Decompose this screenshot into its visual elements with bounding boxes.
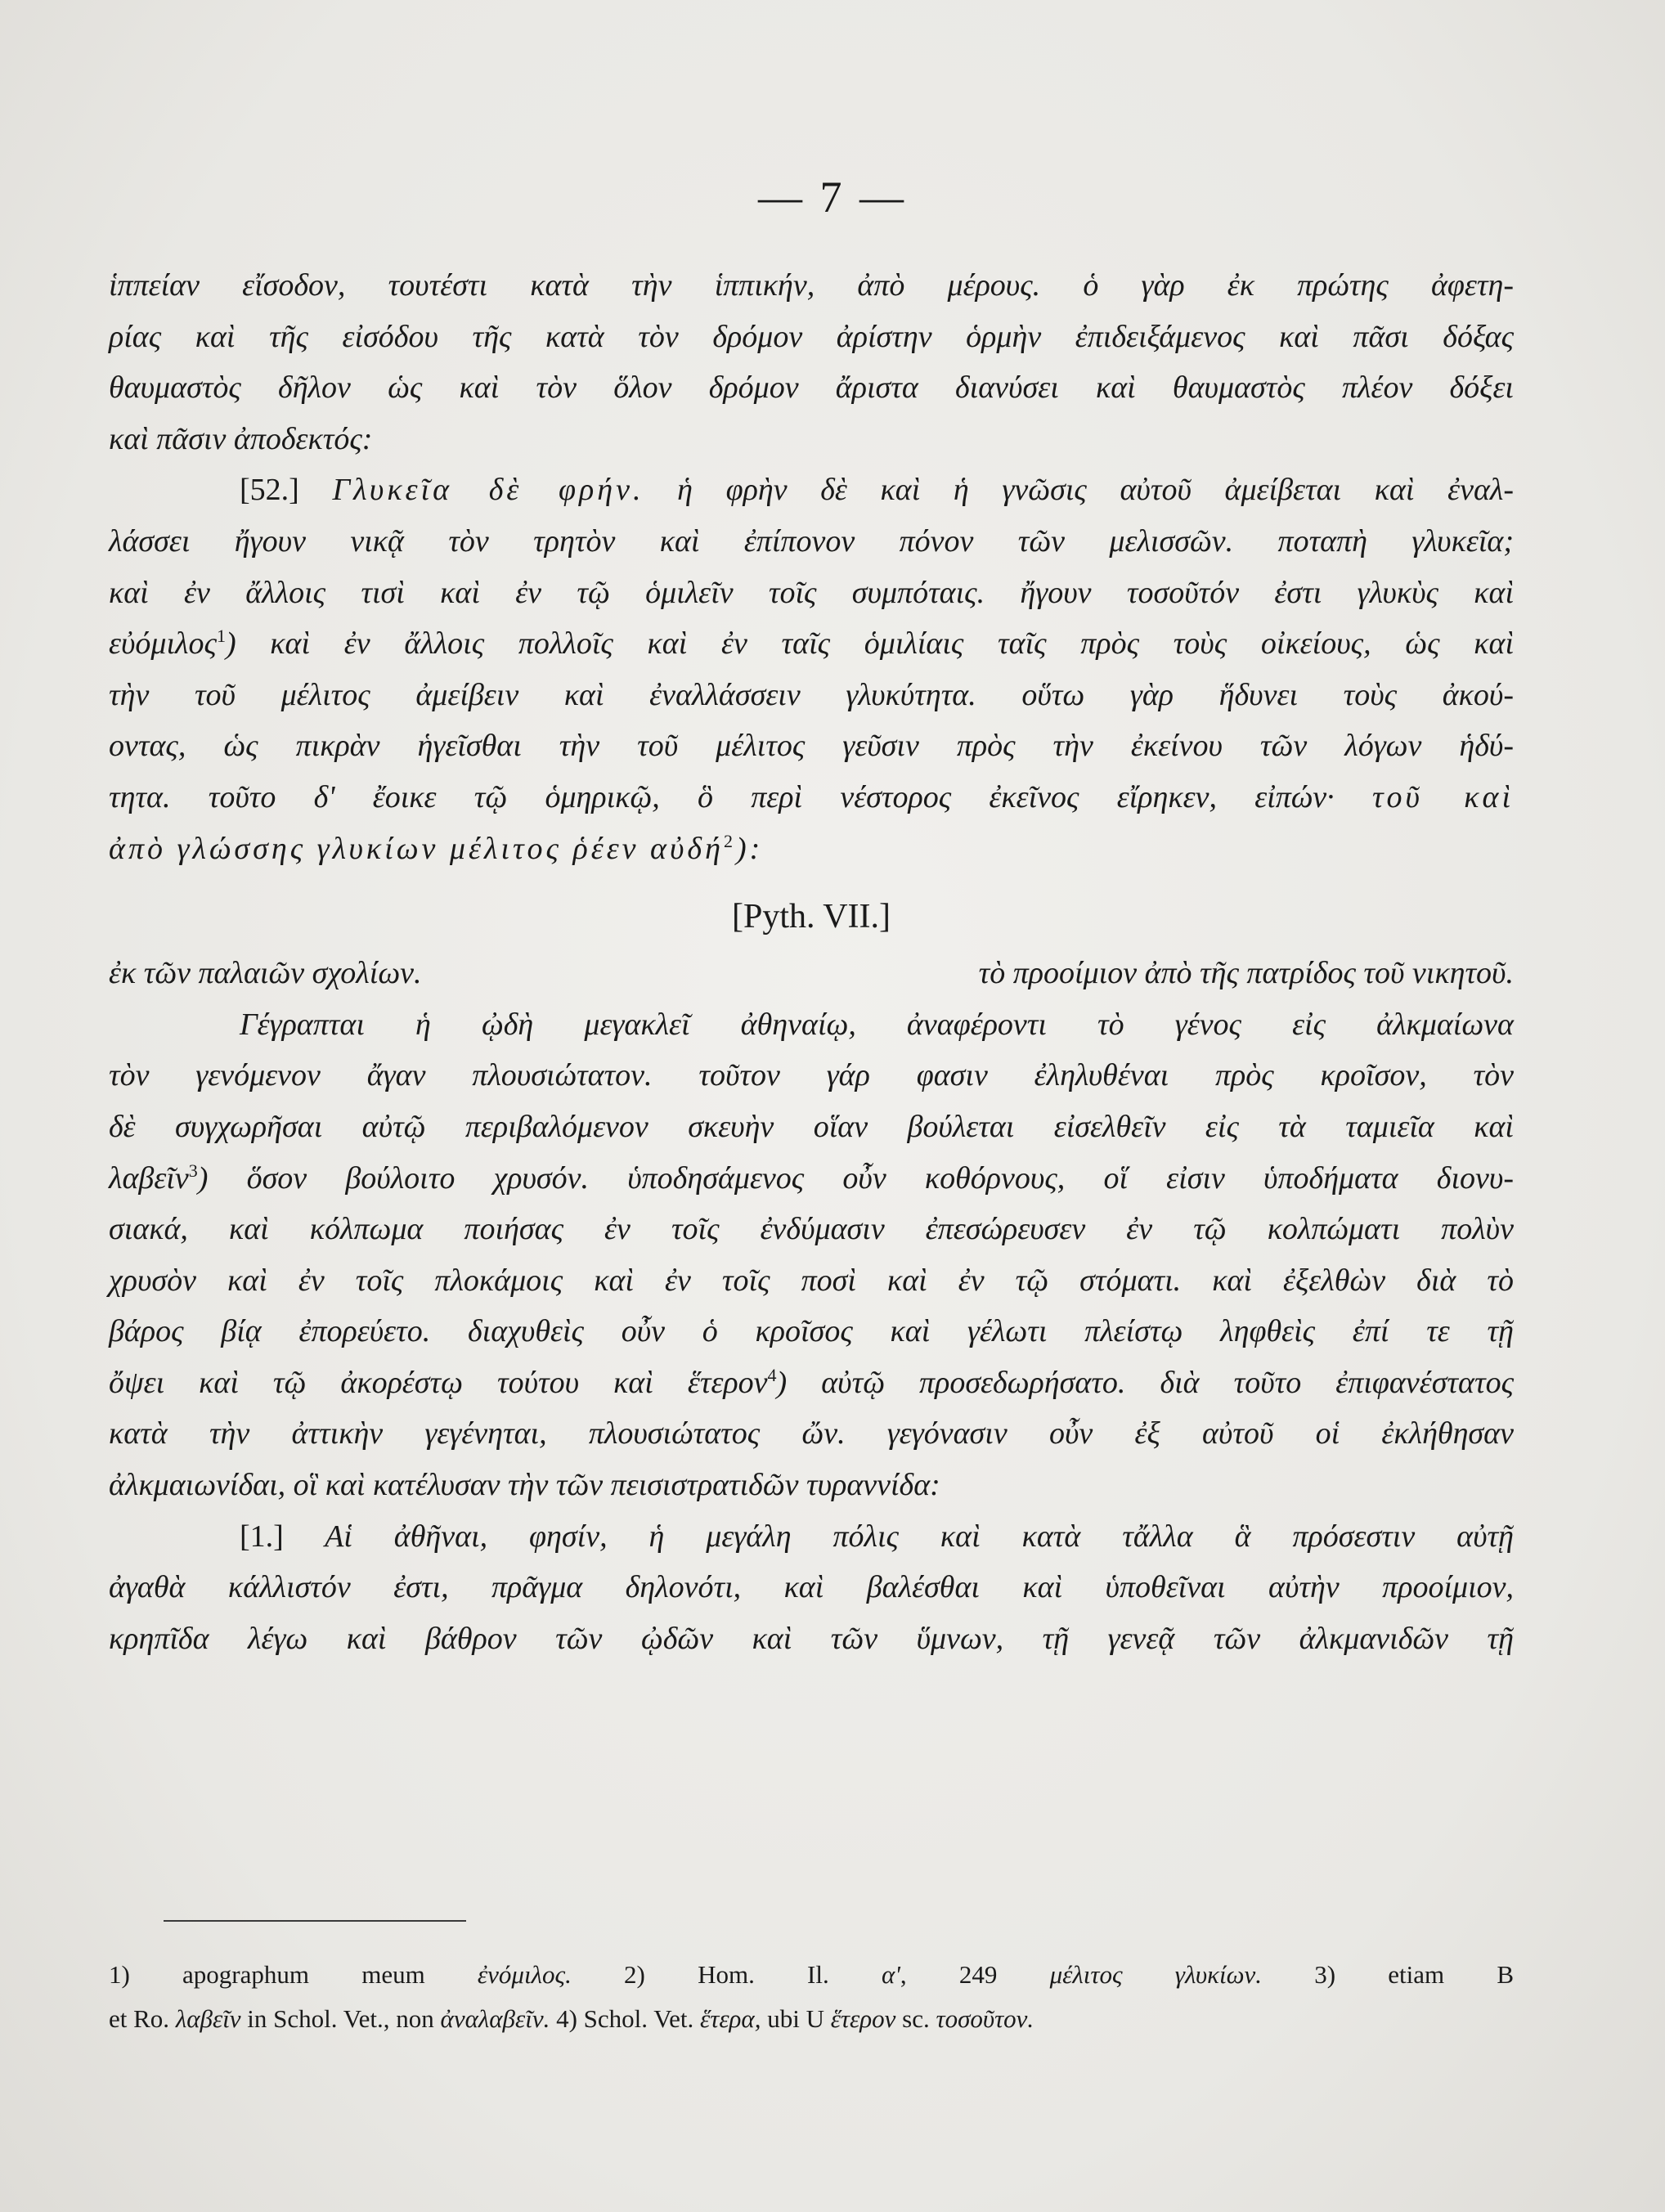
text-line: τὴν τοῦ μέλιτος ἀμείβειν καὶ ἐναλλάσσειν γλυκύτητα. οὕτω γὰρ ἥδυνει τοὺς ἀκού-	[109, 677, 1514, 712]
footnote-ref: 3	[188, 1160, 198, 1181]
footnote-rule	[164, 1920, 466, 1922]
footnote-text: , 249	[900, 1960, 1050, 1989]
main-text	[109, 260, 1514, 1664]
text-line: ρίας καὶ τῆς εἰσόδου τῆς κατὰ τὸν δρόμον ἀρίστην ὁρμὴν ἐπιδειξάμενος καὶ πᾶσι δόξας	[109, 319, 1514, 354]
intro-first-line: Γέγραπται ἡ ᾠδὴ μεγακλεῖ ἀθηναίῳ, ἀναφέροντι τὸ γένος εἰς ἀλκμαίωνα	[240, 1007, 1514, 1042]
text-line: θαυμαστὸς δῆλον ὡς καὶ τὸν ὅλον δρόμον ἄριστα διανύσει καὶ θαυμαστὸς πλέον δόξει	[109, 370, 1514, 406]
footnote-text: 4) Schol. Vet.	[556, 2004, 701, 2033]
text-fragment: ὄψει καὶ τῷ ἀκορέστῳ τούτου καὶ ἕτερον	[109, 1365, 768, 1400]
source-line	[109, 948, 1514, 999]
text-line: κατὰ τὴν ἀττικὴν γεγένηται, πλουσιώτατος ὤν. γεγόνασιν οὖν ἐξ αὐτοῦ οἱ ἐκλήθησαν	[109, 1416, 1514, 1451]
footnote-text: 3) etiam B	[1314, 1960, 1515, 1989]
source-left: ἐκ τῶν παλαιῶν σχολίων.	[109, 956, 422, 991]
paragraph-52-first-line	[109, 464, 1514, 516]
footnote-text: sc.	[895, 2004, 936, 2033]
text-line: οντας, ὡς πικρὰν ἡγεῖσθαι τὴν τοῦ μέλιτος γεῦσιν πρὸς τὴν ἐκείνου τῶν λόγων ἡδύ-	[109, 729, 1514, 764]
text-fragment: ) καὶ ἐν ἄλλοις πολλοῖς καὶ ἐν ταῖς ὁμιλίαις ταῖς πρὸς τοὺς οἰκείους, ὡς καὶ	[225, 626, 1514, 662]
text-fragment: ) αὐτῷ προσεδωρήσατο. διὰ τοῦτο ἐπιφανέστατος	[776, 1365, 1514, 1400]
text-fragment: λαβεῖν	[109, 1160, 189, 1196]
footnote-line	[109, 1997, 1514, 2041]
section-number: [1.]	[240, 1519, 284, 1554]
footnotes	[109, 1953, 1514, 2041]
footnote-greek: ἀναλαβεῖν.	[440, 2004, 550, 2033]
footnote-text: et Ro.	[109, 2004, 176, 2033]
footnote-ref: 1	[216, 626, 226, 647]
text-line: δὲ συγχωρῆσαι αὐτῷ περιβαλόμενον σκευὴν οἵαν βούλεται εἰσελθεῖν εἰς τὰ ταμιεῖα καὶ	[109, 1109, 1514, 1144]
text-line	[109, 1153, 1514, 1205]
text-line	[109, 772, 1514, 823]
footnote-text: 1) apographum meum	[109, 1960, 478, 1989]
footnote-text: 2) Hom. Il.	[624, 1960, 882, 1989]
text-line	[109, 618, 1514, 670]
quote-line	[109, 823, 1514, 875]
text-line: καὶ ἐν ἄλλοις τισὶ καὶ ἐν τῷ ὁμιλεῖν τοῖς συμπόταις. ἤγουν τοσοῦτόν ἐστι γλυκὺς καὶ	[109, 575, 1514, 610]
text-line: χρυσὸν καὶ ἐν τοῖς πλοκάμοις καὶ ἐν τοῖς ποσὶ καὶ ἐν τῷ στόματι. καὶ ἐξελθὼν διὰ τὸ	[109, 1263, 1514, 1298]
text-line: ἱππείαν εἴσοδον, τουτέστι κατὰ τὴν ἱππικήν, ἀπὸ μέρους. ὁ γὰρ ἐκ πρώτης ἀφετη-	[109, 268, 1514, 303]
section-number: [52.]	[240, 473, 299, 508]
section-heading: [Pyth. VII.]	[731, 898, 891, 936]
quote-fragment: ἀπὸ γλώσσης γλυκίων μέλιτος ῥέεν αὐδή	[109, 831, 724, 866]
footnote-greek: μέλιτος γλυκίων.	[1049, 1960, 1262, 1989]
text-line: καὶ πᾶσιν ἀποδεκτός:	[109, 421, 373, 456]
text-line	[109, 1357, 1514, 1409]
footnote-ref: 4	[767, 1364, 777, 1385]
text-fragment: Αἱ ἀθῆναι, φησίν, ἡ μεγάλη πόλις καὶ κατὰ τἄλλα ἃ πρόσεστιν αὐτῇ	[325, 1519, 1514, 1554]
source-right: τὸ προοίμιον ἀπὸ τῆς πατρίδος τοῦ νικητοῦ.	[978, 956, 1514, 991]
text-line: ἀλκμαιωνίδαι, οἳ καὶ κατέλυσαν τὴν τῶν πεισιστρατιδῶν τυραννίδα:	[109, 1468, 940, 1503]
text-fragment: ):	[735, 831, 764, 866]
footnote-greek: ἕτερα,	[700, 2004, 761, 2033]
quote-fragment: τοῦ καὶ	[1371, 779, 1515, 814]
footnote-greek: ἕτερον	[830, 2004, 896, 2033]
footnote-greek: τοσοῦτον.	[936, 2004, 1034, 2033]
text-fragment: ) ὅσον βούλοιτο χρυσόν. ὑποδησάμενος οὖν κοθόρνους, οἵ εἰσιν ὑποδήματα διονυ-	[197, 1160, 1514, 1196]
footnote-greek: ἐνόμιλος.	[477, 1960, 572, 1989]
text-line: λάσσει ἤγουν νικᾷ τὸν τρητὸν καὶ ἐπίπονον πόνον τῶν μελισσῶν. ποταπὴ γλυκεῖα;	[109, 523, 1514, 559]
footnote-ref: 2	[723, 830, 736, 851]
text-fragment: τητα. τοῦτο δ' ἔοικε τῷ ὁμηρικῷ, ὃ περὶ νέστορος ἐκεῖνος εἴρηκεν, εἰπών·	[109, 779, 1335, 814]
footnote-greek: λαβεῖν	[175, 2004, 241, 2033]
footnote-line	[109, 1953, 1514, 1997]
text-line: κρηπῖδα λέγω καὶ βάθρον τῶν ᾠδῶν καὶ τῶν ὕμνων, τῇ γενεᾷ τῶν ἀλκμανιδῶν τῇ	[109, 1621, 1514, 1656]
footnote-text: ubi U	[761, 2004, 831, 2033]
page-number: — 7 —	[758, 173, 907, 222]
paragraph-1-first-line	[109, 1511, 1514, 1563]
text-line: ἀγαθὰ κάλλιστόν ἐστι, πρᾶγμα δηλονότι, καὶ βαλέσθαι καὶ ὑποθεῖναι αὐτὴν προοίμιον,	[109, 1570, 1514, 1605]
text-line: τὸν γενόμενον ἄγαν πλουσιώτατον. τοῦτον γάρ φασιν ἐληλυθέναι πρὸς κροῖσον, τὸν	[109, 1058, 1514, 1093]
text-line: βάρος βίᾳ ἐπορεύετο. διαχυθεὶς οὖν ὁ κροῖσος καὶ γέλωτι πλείστῳ ληφθεὶς ἐπί τε τῇ	[109, 1314, 1514, 1349]
text-fragment: εὐόμιλος	[109, 626, 217, 662]
text-line: σιακά, καὶ κόλπωμα ποιήσας ἐν τοῖς ἐνδύμασιν ἐπεσώρευσεν ἐν τῷ κολπώματι πολὺν	[109, 1212, 1514, 1247]
text-fragment: ἡ φρὴν δὲ καὶ ἡ γνῶσις αὐτοῦ ἀμείβεται καὶ ἐναλ-	[677, 473, 1515, 508]
lemma: Γλυκεῖα δὲ φρήν.	[332, 473, 644, 508]
footnote-greek: α'	[881, 1960, 900, 1989]
footnote-text: in Schol. Vet., non	[240, 2004, 441, 2033]
